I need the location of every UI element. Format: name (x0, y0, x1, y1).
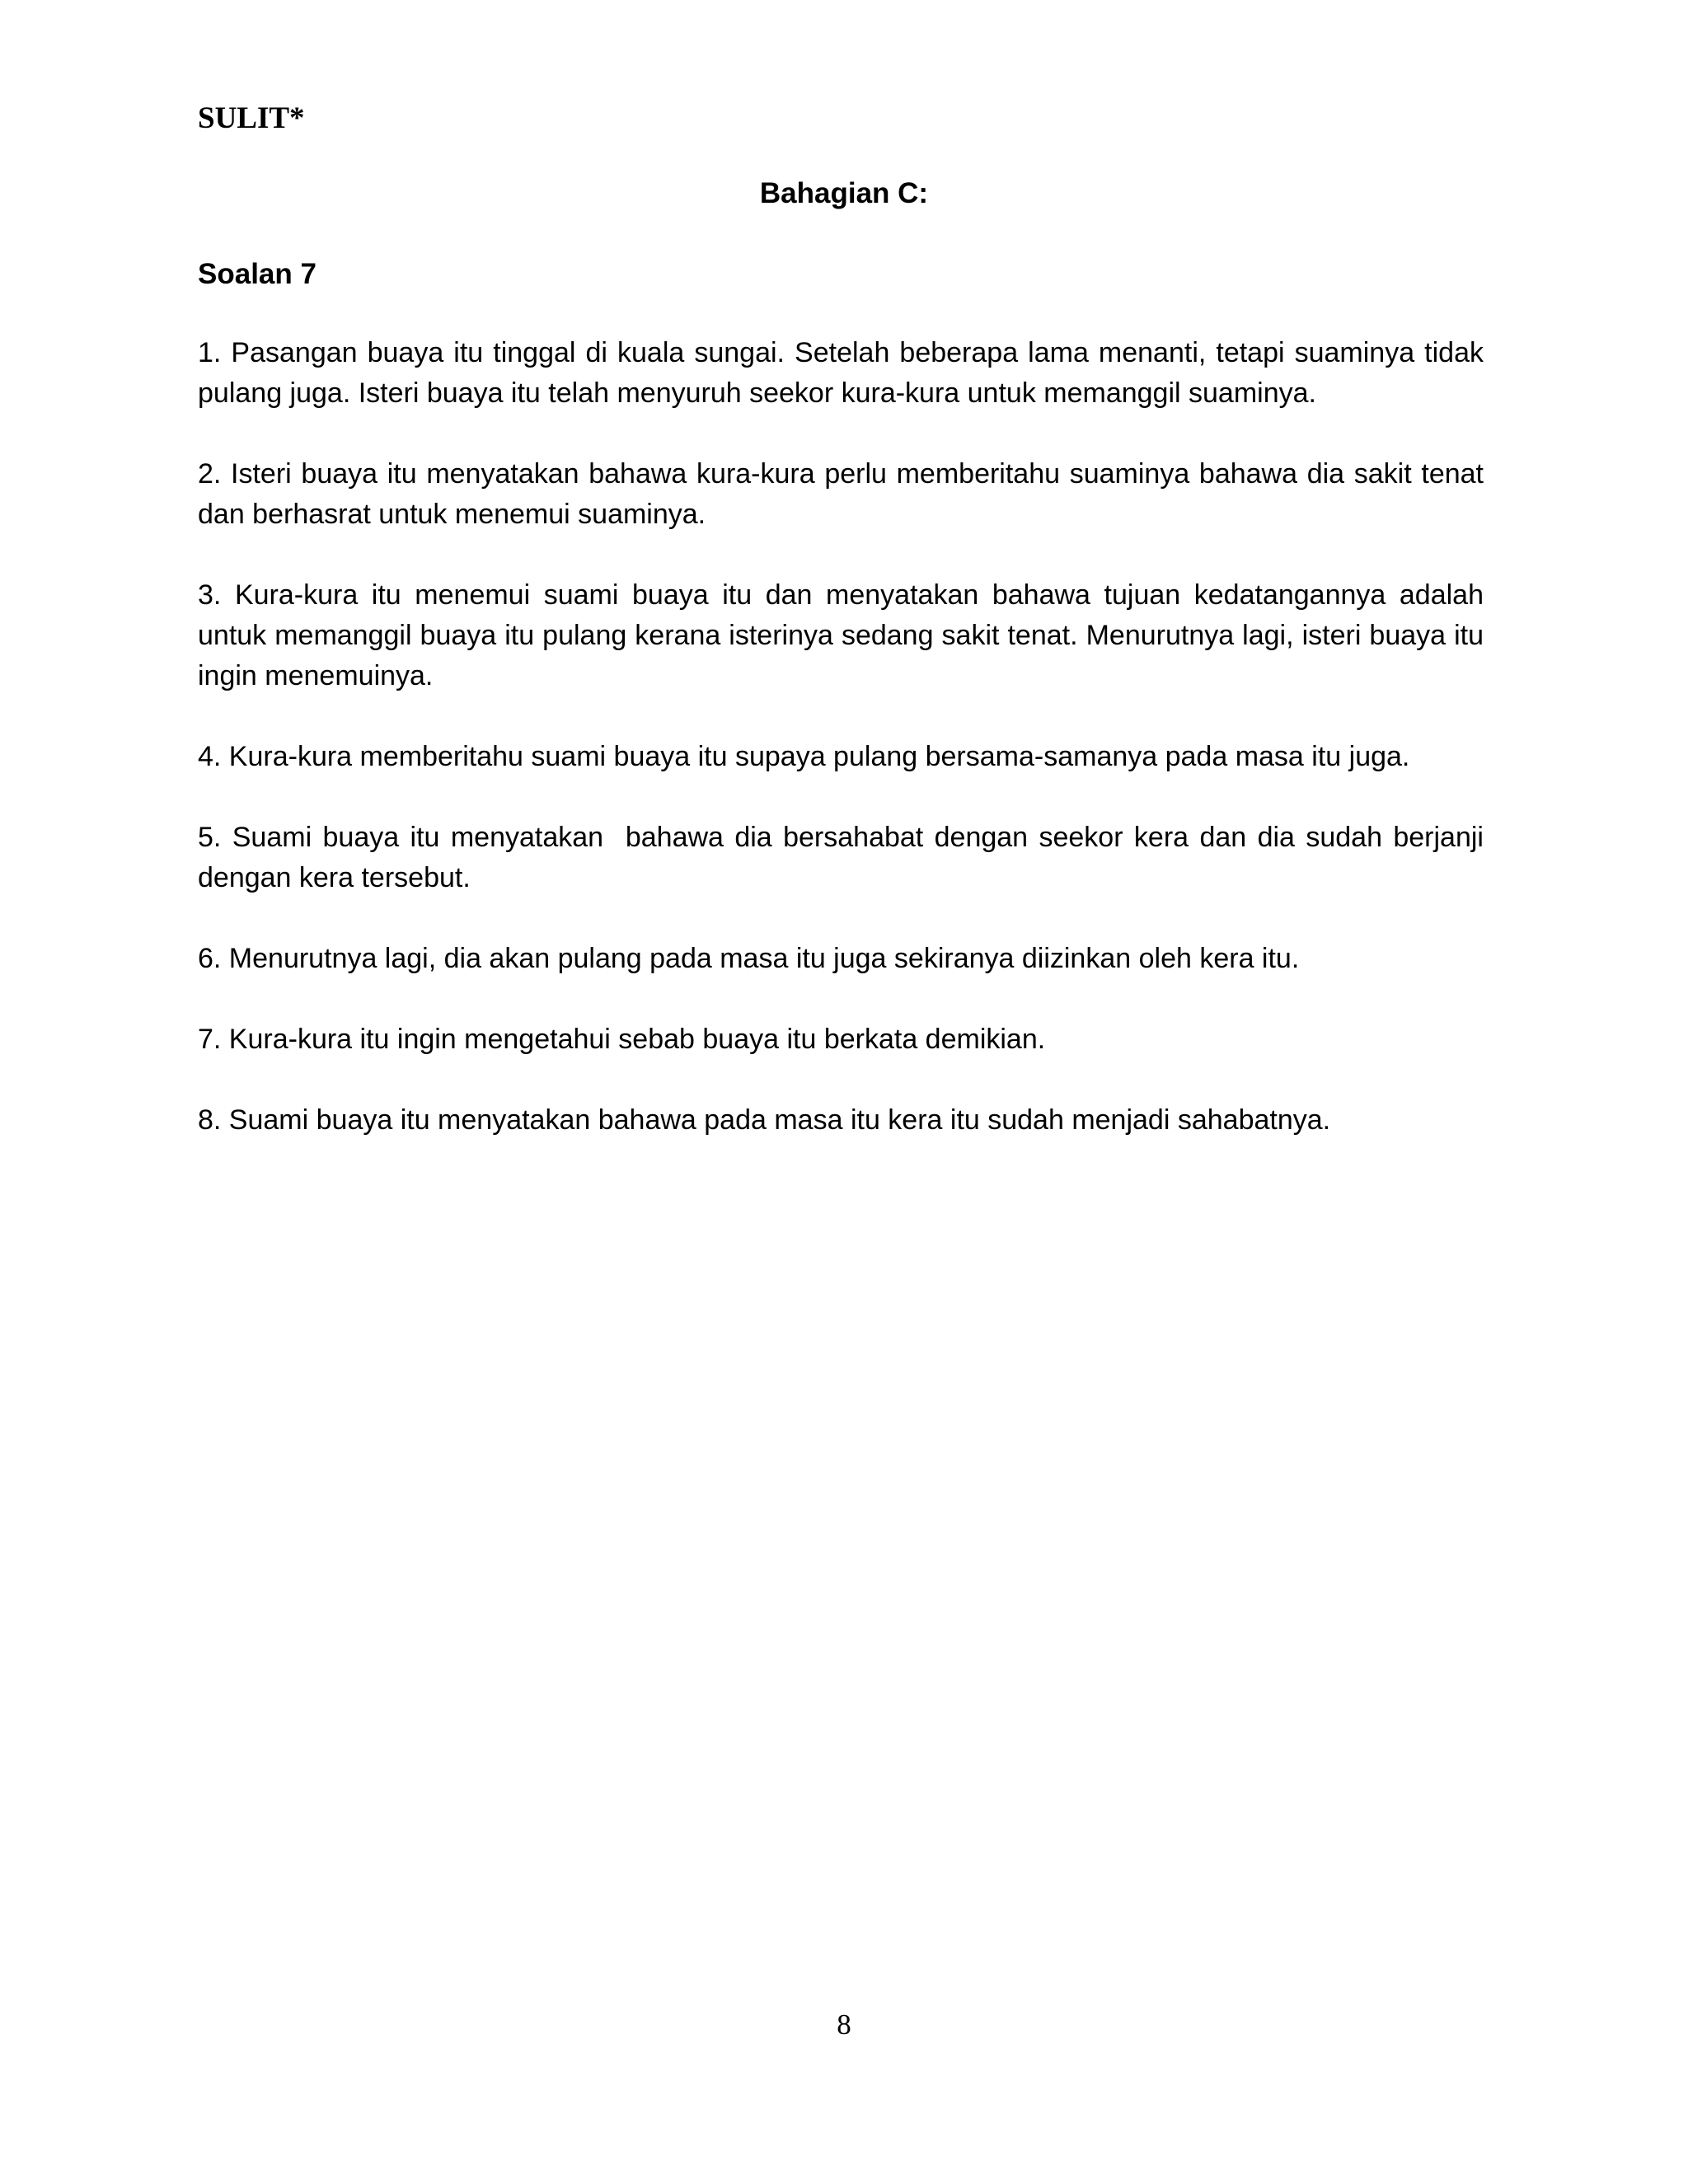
classification-label: SULIT* (198, 101, 305, 135)
answer-item-6: 6. Menurutnya lagi, dia akan pulang pada masa itu juga sekiranya diizinkan oleh kera itu. (198, 943, 1300, 974)
answer-item-5: 5. Suami buaya itu menyatakan bahawa dia bersahabat dengan seekor kera dan dia sudah berjanji dengan kera tersebut. (198, 822, 1492, 893)
page-number: 8 (837, 2008, 851, 2041)
answer-list (198, 333, 1492, 1181)
answer-item-3: 3. Kura-kura itu menemui suami buaya itu dan menyatakan bahawa tujuan kedatangannya adalah untuk memanggil buaya itu pulang kerana isterinya sedang sakit tenat. Menurutnya lagi, isteri buaya itu ingin menemuinya. (198, 579, 1492, 691)
answer-item-7: 7. Kura-kura itu ingin mengetahui sebab buaya itu berkata demikian. (198, 1024, 1046, 1055)
answer-item-2: 2. Isteri buaya itu menyatakan bahawa kura-kura perlu memberitahu suaminya bahawa dia sakit tenat dan berhasrat untuk menemui suaminya. (198, 458, 1492, 530)
question-label: Soalan 7 (198, 258, 316, 290)
answer-item-4: 4. Kura-kura memberitahu suami buaya itu supaya pulang bersama-samanya pada masa itu juga. (198, 741, 1410, 772)
answer-item-1: 1. Pasangan buaya itu tinggal di kuala sungai. Setelah beberapa lama menanti, tetapi suaminya tidak pulang juga. Isteri buaya itu telah menyuruh seekor kura-kura untuk memanggil suaminya. (198, 337, 1492, 409)
answer-item-8: 8. Suami buaya itu menyatakan bahawa pada masa itu kera itu sudah menjadi sahabatnya. (198, 1104, 1331, 1136)
section-title: Bahagian C: (759, 177, 929, 209)
